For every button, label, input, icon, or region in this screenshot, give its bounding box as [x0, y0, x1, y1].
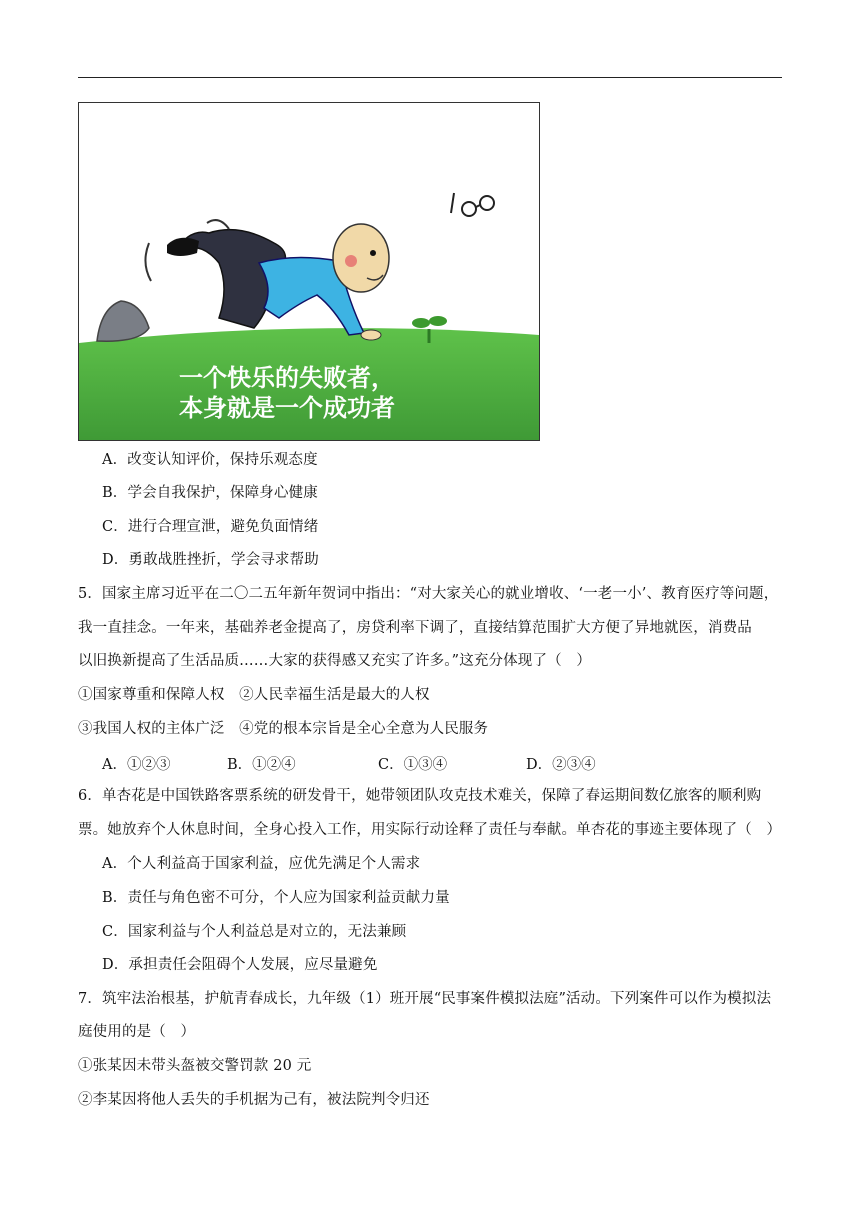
header-rule — [78, 77, 782, 78]
q5-option-d: D．②③④ — [526, 757, 596, 773]
q6-option-d: D．承担责任会阻碍个人发展，应尽量避免 — [102, 957, 378, 973]
q7-stem-line-2: 庭使用的是（ ） — [78, 1024, 196, 1040]
q5-stem-line-3: 以旧换新提高了生活品质……大家的获得感又充实了许多。”这充分体现了（ ） — [78, 653, 592, 669]
cheek — [345, 255, 357, 267]
cartoon-illustration — [79, 103, 539, 440]
glasses-lens — [480, 196, 494, 210]
q5-option-a: A．①②③ — [102, 757, 171, 773]
q4-option-c: C．进行合理宣泄，避免负面情绪 — [102, 519, 319, 535]
hand — [361, 330, 381, 340]
q5-statement-1: ①国家尊重和保障人权 ②人民幸福生活是最大的人权 — [78, 687, 430, 703]
q7-statement-1: ①张某因未带头盔被交警罚款 20 元 — [78, 1058, 312, 1074]
cartoon-caption-1: 一个快乐的失败者， — [179, 364, 395, 392]
rock — [97, 301, 149, 341]
q6-option-c: C．国家利益与个人利益总是对立的，无法兼顾 — [102, 924, 407, 940]
head — [333, 224, 389, 292]
eye — [370, 250, 376, 256]
motion-line — [145, 243, 151, 281]
sprout-leaf-left — [412, 318, 430, 328]
q6-option-b: B．责任与角色密不可分，个人应为国家利益贡献力量 — [102, 890, 450, 906]
q4-option-b: B．学会自我保护，保障身心健康 — [102, 485, 318, 501]
q6-stem-line-2: 票。她放弃个人休息时间，全身心投入工作，用实际行动诠释了责任与奉献。单杏花的事迹主要体现了（ ） — [78, 822, 782, 838]
q4-option-a: A．改变认知评价，保持乐观态度 — [102, 452, 318, 468]
q7-stem-line-1: 7．筑牢法治根基，护航青春成长，九年级（1）班开展“民事案件模拟法庭”活动。下列案件可以作为模拟法 — [78, 991, 772, 1007]
q6-option-a: A．个人利益高于国家利益，应优先满足个人需求 — [102, 856, 421, 872]
glasses-bridge — [476, 205, 480, 207]
cartoon-image — [78, 102, 540, 441]
q5-option-c: C．①③④ — [378, 757, 448, 773]
motion-line — [207, 220, 229, 229]
q5-option-b: B．①②④ — [227, 757, 296, 773]
q5-stem-line-2: 我一直挂念。一年来，基础养老金提高了，房贷利率下调了，直接结算范围扩大方便了异地就医，消费品 — [78, 620, 752, 636]
q5-stem-line-1: 5．国家主席习近平在二〇二五年新年贺词中指出：“对大家关心的就业增收、‘一老一小’、教育医疗等问题， — [78, 586, 779, 602]
q4-option-d: D．勇敢战胜挫折，学会寻求帮助 — [102, 552, 319, 568]
q5-options — [102, 753, 702, 773]
q6-stem-line-1: 6．单杏花是中国铁路客票系统的研发骨干，她带领团队攻克技术难关，保障了春运期间数亿旅客的顺利购 — [78, 788, 762, 804]
motion-line — [451, 193, 454, 213]
q7-statement-2: ②李某因将他人丢失的手机据为己有，被法院判令归还 — [78, 1092, 430, 1108]
q5-statement-2: ③我国人权的主体广泛 ④党的根本宗旨是全心全意为人民服务 — [78, 721, 489, 737]
glasses-lens — [462, 202, 476, 216]
shoe — [167, 238, 199, 256]
cartoon-caption-2: 本身就是一个成功者 — [179, 394, 395, 422]
sprout-leaf-right — [429, 316, 447, 326]
